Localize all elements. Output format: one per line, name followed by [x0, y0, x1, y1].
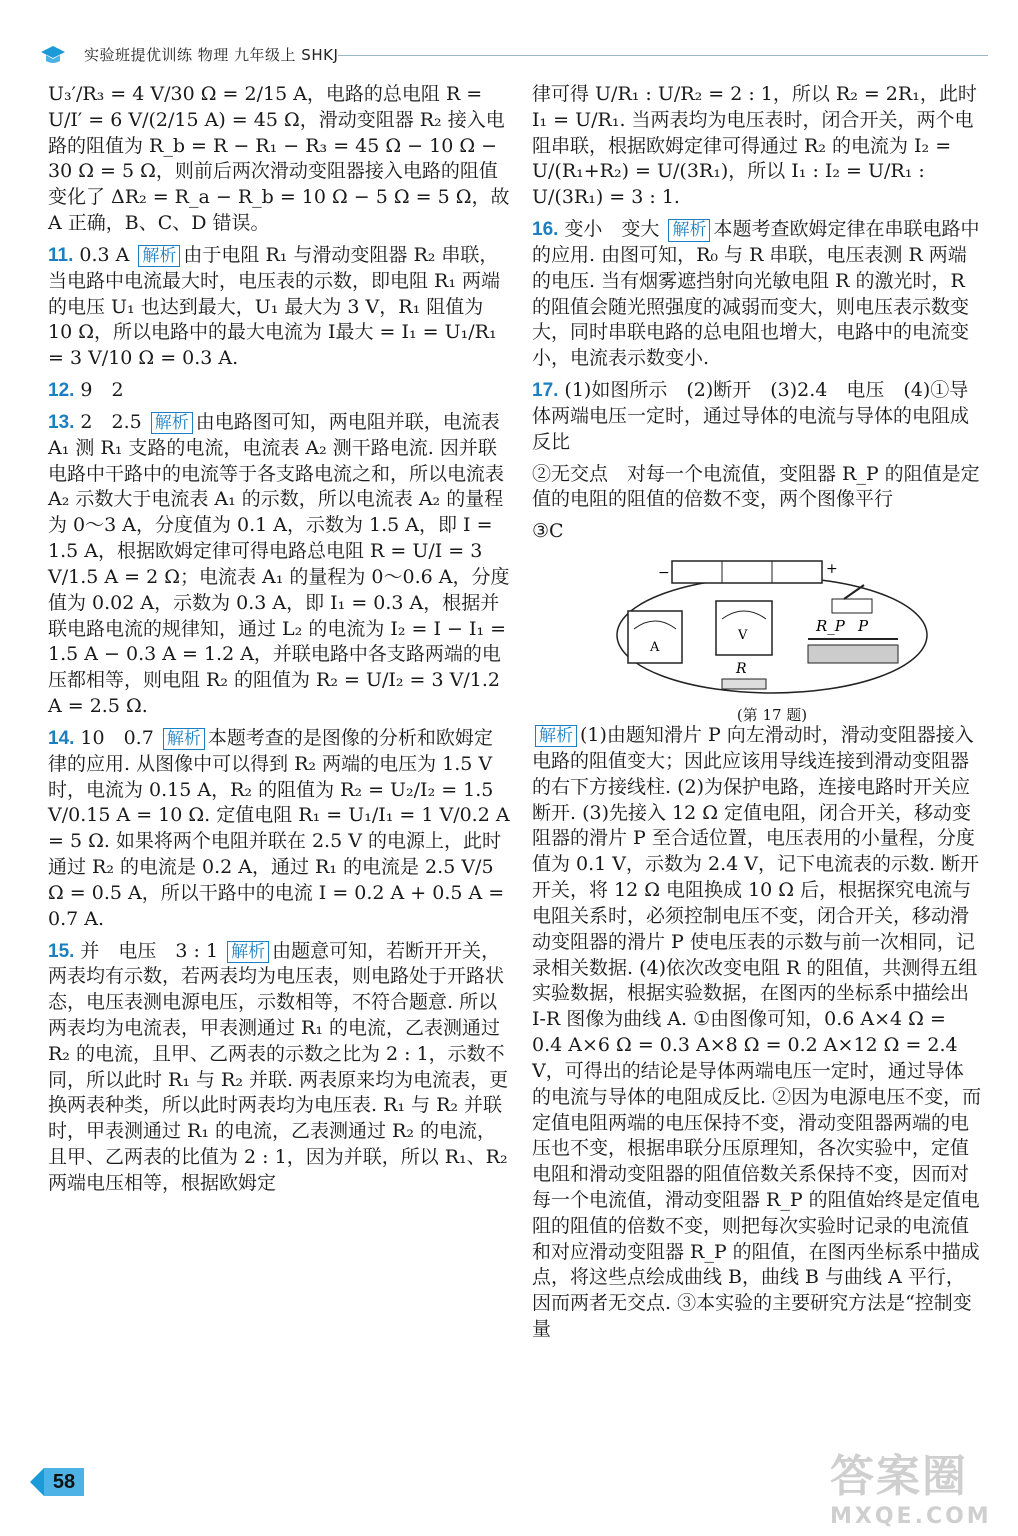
left-column: [48, 82, 510, 1203]
item-number: 11.: [48, 244, 74, 266]
item-answer: 2 2.5: [80, 410, 142, 433]
watermark-line2: MXQE.COM: [830, 1504, 992, 1529]
item-number: 13.: [48, 411, 75, 433]
header-rule: [338, 55, 988, 56]
item-number: 16.: [532, 219, 559, 241]
header-title: 实验班提优训练 物理 九年级上 SHKJ: [84, 46, 339, 64]
answer-17-part3: [532, 519, 982, 545]
plus-label: +: [826, 561, 838, 578]
figure-caption: (第 17 题): [736, 705, 808, 724]
item-text: 律可得 U/R₁ : U/R₂ = 2 : 1，所以 R₂ = 2R₁，此时 I₁ = U/R₁. 当两表均为电压表时，闭合开关，两个电阻串联，根据欧姆定律可得通过 R₂ 的电流为 I₂ = U/(R₁+R₂) = U/(3R₁)，所以 I₁ : I₂ = U/R₁ : U/(3R₁) = 3 : 1.: [532, 83, 977, 209]
answer-14: [48, 726, 510, 933]
answer-17-part2: [532, 462, 982, 514]
answer-13: [48, 410, 510, 720]
ammeter: [628, 611, 682, 663]
rheostat: [808, 645, 898, 663]
rheostat-label: R_P: [816, 617, 845, 636]
watermark-line1: 答案圈: [830, 1451, 968, 1502]
watermark-logo: [830, 1440, 1010, 1530]
item-answer: 0.3 A: [79, 243, 130, 266]
answer-15-continued: [532, 82, 982, 211]
item-answer: (1)如图所示 (2)断开 (3)2.4 电压 (4)①导体两端电压一定时，通过导体的电流与导体的电阻成反比: [532, 379, 970, 453]
item-number: 15.: [48, 940, 75, 962]
item-answer: 10 0.7: [80, 726, 154, 749]
item-text: ②无交点 对每一个电流值，变阻器 R_P 的阻值是定值的电阻的阻值的倍数不变，两个图像平行: [532, 462, 980, 511]
analysis-tag: 解析: [668, 219, 710, 241]
item-answer: 变小 变大: [564, 218, 660, 241]
analysis-tag: 解析: [227, 941, 269, 963]
answer-12: [48, 378, 510, 404]
item-number: 12.: [48, 380, 75, 402]
item-text: U₃′/R₃ = 4 V/30 Ω = 2/15 A，电路的总电阻 R = U/I′ = 6 V/(2/15 A) = 45 Ω，滑动变阻器 R₂ 接入电路的阻值为 R_b = R − R₁ − R₃ = 45 Ω − 10 Ω − 30 Ω = 5 Ω，则前后两次滑动变阻器接入电路的阻值变化了 ΔR₂ = R_a − R_b = 10 Ω − 5 Ω = 5 Ω，故 A 正确，B、C、D 错误。: [48, 83, 510, 235]
minus-label: −: [658, 565, 670, 582]
item-number: 14.: [48, 727, 75, 749]
answer-17: [532, 378, 982, 455]
item-text: 本题考查欧姆定律在串联电路中的应用. 由图可知，R₀ 与 R 串联，电压表测 R 两端的电压. 当有烟雾遮挡射向光敏电阻 R 的激光时，R 的阻值会随光照强度的减弱而变大，则电压表示数变大，同时串联电路的总电阻也增大，电路中的电流变小，电流表示数变小.: [532, 218, 980, 370]
item-number: 17.: [532, 380, 559, 402]
resistor-label: R: [736, 661, 747, 678]
page-number: [30, 1468, 82, 1496]
answer-11: [48, 243, 510, 372]
answer-16: [532, 217, 982, 372]
voltmeter-label: V: [738, 628, 748, 644]
answer-15: [48, 939, 510, 1197]
item-text: 由于电阻 R₁ 与滑动变阻器 R₂ 串联，当电路中电流最大时，电压表的示数，即电阻 R₁ 两端的电压 U₁ 也达到最大，U₁ 最大为 3 V，R₁ 阻值为 10 Ω，所以电路中的最大电流为 I最大 = I₁ = U₁/R₁ = 3 V/10 Ω = 0.3 A.: [48, 243, 501, 370]
circuit-diagram: [612, 555, 932, 695]
answer-10-continued: [48, 82, 510, 237]
item-text: 由题意可知，若断开开关，两表均有示数，若两表均为电压表，则电路处于开路状态，电压表测电源电压，示数相等，不符合题意. 所以两表均为电流表，甲表测通过 R₁ 的电流，乙表测通过 R₂ 的电流，且甲、乙两表的示数之比为 2 : 1，示数不同，所以此时 R₁ 与 R₂ 并联. 两表原来均为电流表，更换两表种类，所以此时两表均为电压表. R₁ 与 R₂ 并联时，甲表测通过 R₁ 的电流，乙表测通过 R₂ 的电流，且甲、乙两表的比值为 2 : 1，因为并联，所以 R₁、R₂ 两端电压相等，根据欧姆定: [48, 939, 509, 1194]
analysis-text: (1)由题知滑片 P 向左滑动时，滑动变阻器接入电路的阻值变大；因此应该用导线连接到滑动变阻器的右下方接线柱. (2)为保护电路，连接电路时开关应断开. (3)先接入 12 Ω 定值电阻，闭合开关，移动变阻器的滑片 P 至合适位置，电压表用的小量程，分度值为 0.1 V，示数为 2.4 V，记下电流表的示数. 断开开关，将 12 Ω 电阻换成 10 Ω 后，根据探究电流与电阻关系时，必须控制电压不变，闭合开关，移动滑动变阻器的滑片 P 使电压表的示数与前一次相同，记录相关数据. (4)依次改变电阻 R 的阻值，共测得五组实验数据，根据实验数据，在图丙的坐标系中描绘出 I-R 图像为曲线 A. ①由图像可知，0.6 A×4 Ω = 0.4 A×6 Ω = 0.3 A×8 Ω = 0.2 A×12 Ω = 2.4 V，可得出的结论是导体两端电压一定时，通过导体的电流与导体的电阻成反比. ②因为电源电压不变，而定值电阻两端的电压保持不变，滑动变阻器两端的电压也不变，根据串联分压原理知，各次实验中，定值电阻和滑动变阻器的阻值倍数关系保持不变，因而对每一个电流值，滑动变阻器 R_P 的阻值始终是定值电阻的阻值的倍数不变，则把每次实验时记录的电流值和对应滑动变阻器 R_P 的阻值，在图丙坐标系中描成点，将这些点绘成曲线 B，曲线 B 与曲线 A 平行，因而两者无交点. ③本实验的主要研究方法是“控制变量: [532, 724, 982, 1341]
analysis-tag: 解析: [535, 725, 577, 747]
page-arrow-icon: [30, 1468, 44, 1496]
analysis-tag: 解析: [151, 412, 193, 434]
right-column: [532, 82, 982, 1349]
item-text: ③C: [532, 520, 564, 543]
page-number-label: 58: [44, 1468, 84, 1496]
switch: [832, 599, 872, 613]
item-text: 本题考查的是图像的分析和欧姆定律的应用. 从图像中可以得到 R₂ 两端的电压为 1.5 V 时，电流为 0.15 A，R₂ 的阻值为 R₂ = U₂/I₂ = 1.5 V/0.15 A = 10 Ω. 定值电阻 R₁ = U₁/I₁ = 1 V/0.2 A = 5 Ω. 如果将两个电阻并联在 2.5 V 的电源上，此时通过 R₂ 的电流是 0.2 A，通过 R₁ 的电流是 2.5 V/5 Ω = 0.5 A，所以干路中的电流 I = 0.2 A + 0.5 A = 0.7 A.: [48, 726, 510, 930]
page-header: [38, 38, 988, 72]
item-answer: 并 电压 3 : 1: [80, 939, 219, 962]
book-logo-icon: [38, 40, 68, 70]
analysis-tag: 解析: [163, 728, 205, 750]
circuit-figure: [612, 555, 932, 724]
item-answer: 9 2: [80, 379, 124, 402]
battery-pack: [672, 561, 822, 583]
ammeter-label: A: [650, 640, 660, 656]
analysis-17: [532, 723, 982, 1343]
slider-label: P: [858, 617, 869, 636]
analysis-tag: 解析: [138, 245, 180, 267]
fixed-resistor: [722, 679, 766, 689]
item-text: 由电路图可知，两电阻并联，电流表 A₁ 测 R₁ 支路的电流，电流表 A₂ 测干路电流. 因并联电路中干路中的电流等于各支路电流之和，所以电流表 A₂ 示数大于电流表 A₁ 的示数，所以电流表 A₂ 的量程为 0～3 A，分度值为 0.1 A，示数为 1.5 A，即 I = 1.5 A，根据欧姆定律可得电路总电阻 R = U/I = 3 V/1.5 A = 2 Ω；电流表 A₁ 的量程为 0～0.6 A，分度值为 0.02 A，示数为 0.3 A，即 I₁ = 0.3 A，根据并联电路电流的规律知，通过 L₂ 的电流为 I₂ = I − I₁ = 1.5 A − 0.3 A = 1.2 A，并联电路中各支路两端的电压都相等，则电阻 R₂ 的阻值为 R₂ = U/I₂ = 3 V/1.2 A = 2.5 Ω.: [48, 410, 510, 718]
